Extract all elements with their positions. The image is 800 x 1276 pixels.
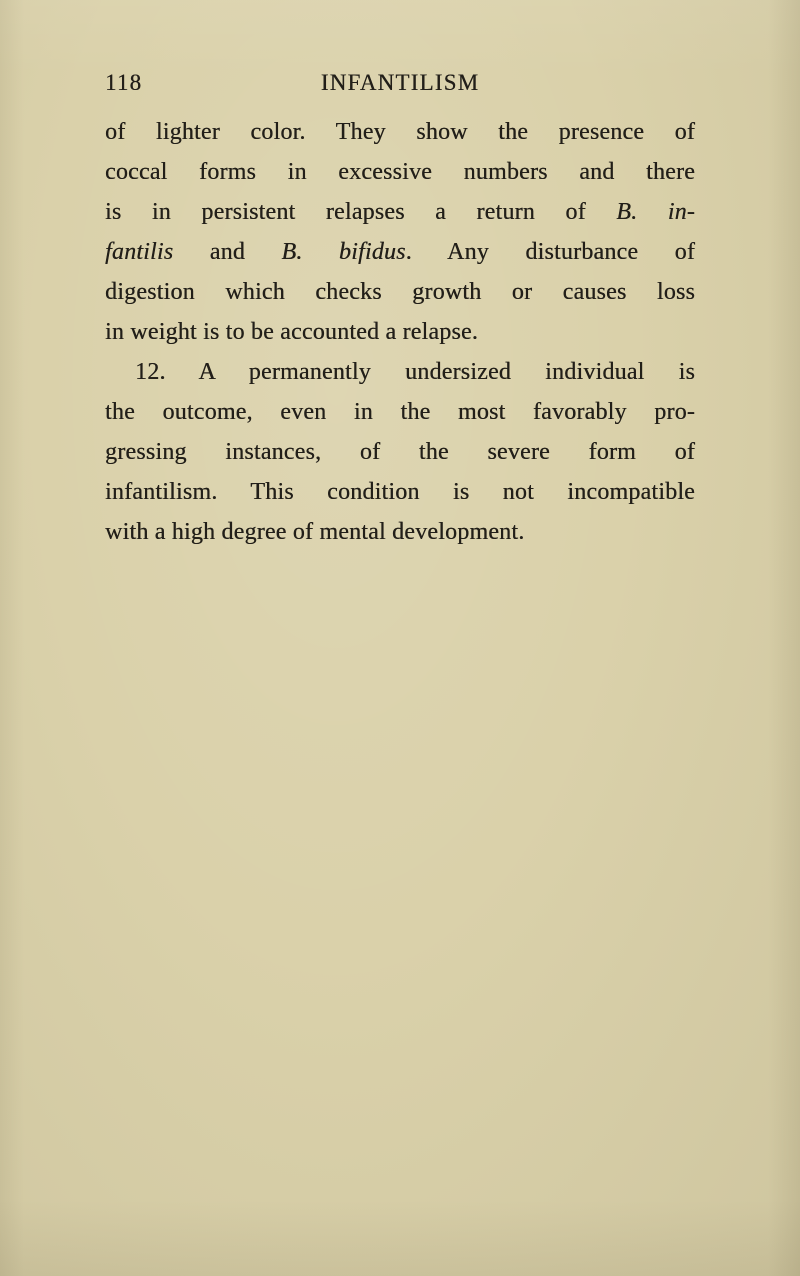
text-line [105, 312, 695, 352]
running-header [105, 70, 695, 96]
text-line [105, 152, 695, 192]
text-line [105, 512, 695, 552]
text-line [105, 272, 695, 312]
italic-run: fantilis [105, 239, 174, 265]
text-run: digestion which checks growth or causes loss [105, 279, 695, 305]
text-line [105, 392, 695, 432]
text-line [105, 232, 695, 272]
text-run: . Any disturbance of [405, 239, 696, 265]
text-run: coccal forms in excessive numbers and there [105, 159, 695, 185]
text-run: 12. A permanently undersized individual is [135, 359, 695, 385]
chapter-title: INFANTILISM [320, 70, 480, 95]
paragraph [105, 112, 695, 352]
text-run: infantilism. This condition is not incompatible [105, 479, 695, 505]
italic-run: B. in- [616, 199, 695, 225]
text-line [105, 352, 695, 392]
italic-run: B. bifidus [281, 239, 406, 265]
text-run: gressing instances, of the severe form of [105, 439, 695, 465]
text-run: of lighter color. They show the presence of [105, 119, 695, 145]
text-run: and [173, 239, 282, 265]
text-run: with a high degree of mental development. [105, 519, 525, 545]
page-number: 118 [105, 70, 143, 95]
text-line [105, 112, 695, 152]
text-run: in weight is to be accounted a relapse. [105, 319, 479, 345]
text-run: is in persistent relapses a return of [105, 199, 617, 225]
text-line [105, 432, 695, 472]
text-run: the outcome, even in the most favorably pro- [105, 399, 695, 425]
body-text [105, 112, 695, 552]
text-line [105, 472, 695, 512]
paragraph [105, 352, 695, 552]
text-line [105, 192, 695, 232]
